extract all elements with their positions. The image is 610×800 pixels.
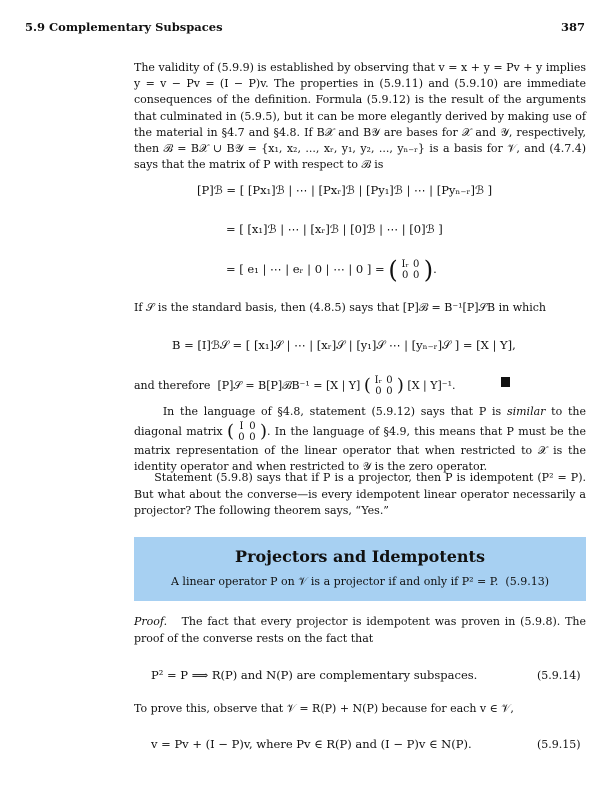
equation-matrix-line-3: = [ e₁ | ⋯ | eᵣ | 0 | ⋯ | 0 ] = ( Iᵣ 0 0 0 ). bbox=[226, 256, 437, 284]
diagonal-matrix: I 0 0 0 bbox=[238, 420, 256, 443]
equation-line-3-left: = [ e₁ | ⋯ | eᵣ | 0 | ⋯ | 0 ] = bbox=[226, 262, 385, 276]
theorem-statement: A linear operator P on 𝒱 is a projector if and only if P² = P. (5.9.13) bbox=[170, 575, 549, 588]
similar-emphasis: similar bbox=[506, 405, 546, 418]
qed-symbol bbox=[501, 377, 510, 387]
statement-paragraph: Statement (5.9.8) says that if P is a projector, then P is idempotent (P² = P). But what about the converse—is every idempotent linear operator necessarily a projector? The following theorem says, “Yes.” bbox=[134, 471, 586, 518]
intro-paragraph: The validity of (5.9.9) is established by observing that v = x + y = Pv + y implies y = v − Pv = (I − P)v. The properties in (5.9.11) and (5.9.10) are immediate consequences of the definition. Formula (5.9.12) is the result of the arguments that culminated in (5.9.5), but it can be more elegantly derived by making use of the material in §4.7 and §4.8. If B𝒳 and B𝒴 are bases for 𝒳 and 𝒴, respectively, then ℬ = B𝒳 ∪ B𝒴 = {x₁, x₂, ..., xᵣ, y₁, y₂, ..., yₙ₋ᵣ} is a basis for 𝒱, and (4.7.4) says that the matrix of P with respect to ℬ is bbox=[134, 61, 586, 172]
equation-number-5-9-15: (5.9.15) bbox=[537, 738, 581, 751]
therefore-line: and therefore [P]𝒮 = B[P]ℬB⁻¹ = [X | Y] ( Iᵣ 0 0 0 ) [X | Y]⁻¹. bbox=[134, 375, 456, 397]
proof-label: Proof. bbox=[134, 615, 168, 628]
section-title: 5.9 Complementary Subspaces bbox=[25, 20, 223, 34]
similar-paragraph: In the language of §4.8, statement (5.9.12) says that P is similar to the diagonal matrix ( I 0 0 0 ). In the language of §4.9, this means that P must be the matrix representation of the linear operator that when restricted to 𝒳 is the identity operator and when restricted to 𝒴 is the zero operator. bbox=[134, 405, 586, 474]
theorem-box bbox=[134, 537, 586, 601]
therefore-formula-right: [X | Y]⁻¹. bbox=[407, 379, 456, 392]
equation-B-definition: B = [I]ℬ𝒮 = [ [x₁]𝒮 | ⋯ | [xᵣ]𝒮 | [y₁]𝒮 ⋯ | [yₙ₋ᵣ]𝒮 ] = [X | Y], bbox=[172, 338, 516, 352]
equation-complementary: P² = P ⟹ R(P) and N(P) are complementary subspaces. bbox=[151, 668, 478, 682]
proof-paragraph: Proof. The fact that every projector is idempotent was proven in (5.9.8). The proof of the converse rests on the fact that bbox=[134, 615, 586, 645]
prove-line: To prove this, observe that 𝒱 = R(P) + N(P) because for each v ∈ 𝒱, bbox=[134, 702, 514, 715]
equation-decomposition: v = Pv + (I − P)v, where Pv ∈ R(P) and (I − P)v ∈ N(P). bbox=[151, 737, 472, 751]
block-matrix: Iᵣ 0 0 0 bbox=[401, 259, 420, 281]
equation-matrix-line-1: [P]ℬ = [ [Px₁]ℬ | ⋯ | [Pxᵣ]ℬ | [Py₁]ℬ | ⋯ | [Pyₙ₋ᵣ]ℬ ] bbox=[197, 183, 493, 197]
page-number: 387 bbox=[560, 20, 585, 34]
theorem-title: Projectors and Idempotents bbox=[235, 547, 485, 566]
equation-number-5-9-14: (5.9.14) bbox=[537, 669, 581, 682]
therefore-formula-left: [P]𝒮 = B[P]ℬB⁻¹ = [X | Y] bbox=[217, 379, 361, 392]
standard-basis-line: If 𝒮 is the standard basis, then (4.8.5) says that [P]ℬ = B⁻¹[P]𝒮B in which bbox=[134, 301, 546, 314]
therefore-matrix: Iᵣ 0 0 0 bbox=[374, 375, 393, 397]
theorem-number: (5.9.13) bbox=[505, 575, 549, 588]
equation-matrix-line-2: = [ [x₁]ℬ | ⋯ | [xᵣ]ℬ | [0]ℬ | ⋯ | [0]ℬ ] bbox=[226, 222, 443, 236]
